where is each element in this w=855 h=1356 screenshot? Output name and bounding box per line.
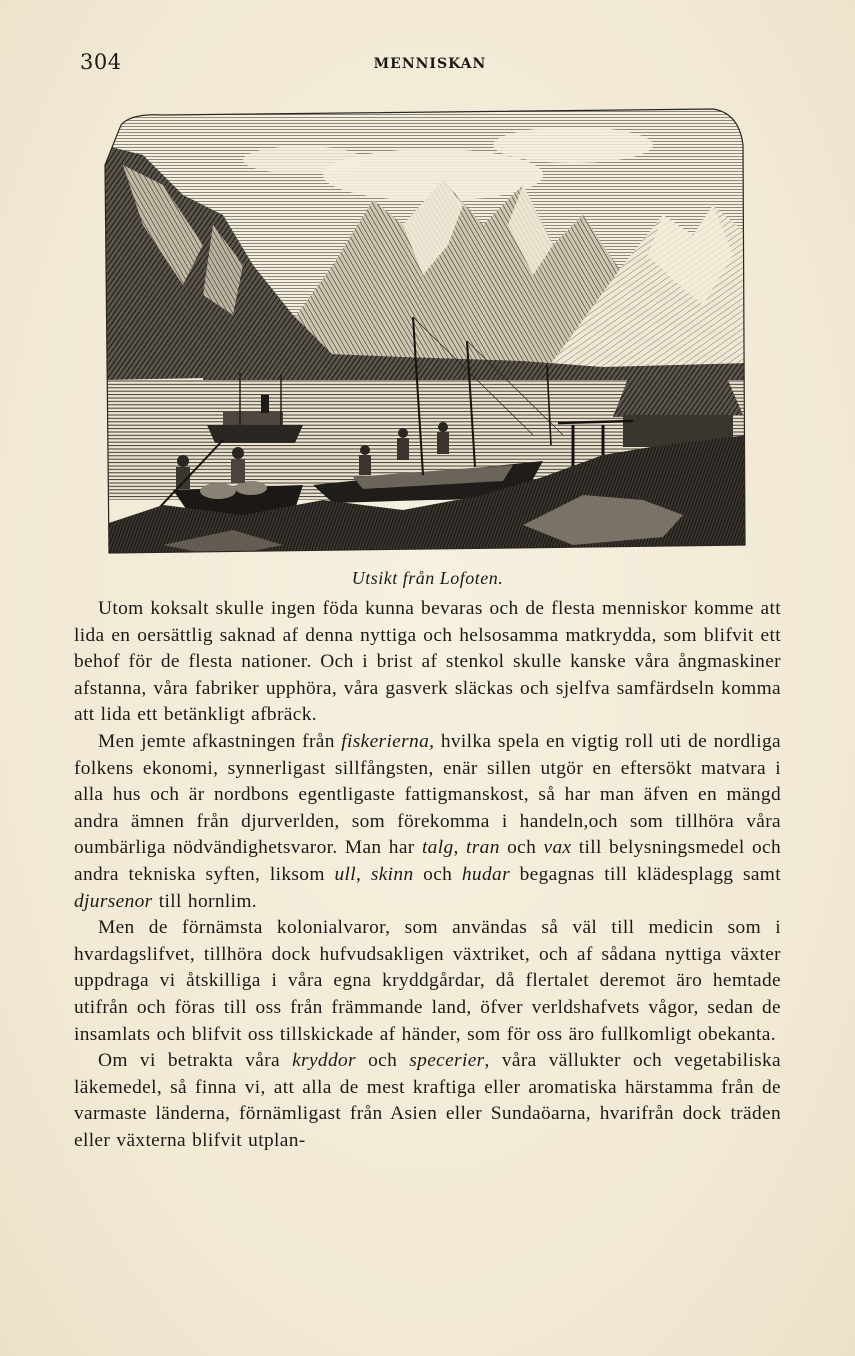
text-run: Men jemte afkastningen från	[98, 730, 342, 752]
emphasized-term: djursenor	[74, 890, 153, 912]
emphasized-term: hudar	[461, 863, 510, 885]
text-run: ,	[355, 863, 371, 885]
emphasized-term: specerier	[409, 1050, 485, 1072]
lofoten-engraving	[103, 105, 748, 557]
text-run: Men de förnämsta kolonialvaror, som användas så väl till medicin som i hvardagslifvet, tillhöra dock hufvudsakligen växtriket, och af sådana nyttiga växter uppdraga vi åtskilliga i våra egna kryddgårdar, då flertalet deremot äro hemtade utifrån och föras till oss från främmande land, öfver verldshafvets vågor, sedan de insamlats och blifvit oss tillskickade af händer, som för oss äro fullkomligt obekanta.	[74, 917, 781, 1045]
text-run: hvilka spela en vigtig roll uti de nordliga folkens ekonomi, synnerligast sillfångsten, enär sillen utgör en eftersökt matvara i alla hus och är nordbons egentligaste fattigmanskost, så har man äfven en mängd andra ämnen från djurverlden, som förekomma i handeln,och som tillhöra våra oumbärliga nödvändighetsvaror. Man har	[74, 730, 781, 859]
emphasized-term: fiskerierna,	[341, 730, 435, 752]
paragraph	[74, 729, 781, 915]
text-run: ,	[453, 837, 467, 859]
text-run: , våra vällukter och vegetabiliska läkemedel, så finna vi, att alla de mest kraftiga eller aromatiska härstamma från de varmaste länderna, förnämligast från Asien eller Sundaöarna, hvarifrån dock träden eller växterna blifvit utplan-	[74, 1050, 781, 1151]
emphasized-term: vax	[543, 837, 572, 859]
emphasized-term: skinn	[370, 863, 414, 885]
text-run: till hornlim.	[152, 890, 257, 912]
text-run: och	[499, 837, 544, 859]
text-run: Utom koksalt skulle ingen föda kunna bevaras och de flesta menniskor komme att lida en oersättlig saknad af denna nyttiga och helsosamma matkrydda, som blifvit ett behof för de flesta nationer. Och i brist af stenkol skulle kanske våra ångmaskiner afstanna, våra fabriker upphöra, våra gasverk släckas och sjelfva samfärdseln komma att lida ett betänkligt afbräck.	[74, 598, 781, 726]
text-run: och	[413, 863, 462, 885]
emphasized-term: talg	[421, 837, 454, 859]
page-header	[80, 50, 780, 80]
illustration-figure	[103, 105, 748, 557]
paragraph	[74, 1048, 781, 1154]
figure-caption: Utsikt från Lofoten.	[351, 568, 504, 588]
body-text	[74, 596, 781, 1154]
emphasized-term: kryddor	[292, 1050, 356, 1072]
paragraph	[74, 915, 781, 1048]
text-run: och	[355, 1050, 410, 1072]
paragraph	[74, 596, 781, 729]
text-run: Om vi betrakta våra	[98, 1050, 293, 1072]
emphasized-term: ull	[334, 863, 356, 885]
running-head: MENNISKAN	[373, 56, 487, 72]
text-run: begagnas till klädesplagg samt	[509, 863, 781, 885]
emphasized-term: tran	[466, 837, 500, 859]
page-number: 304	[80, 50, 122, 74]
text-run: till belysningsmedel och andra tekniska syften, liksom	[74, 837, 781, 885]
